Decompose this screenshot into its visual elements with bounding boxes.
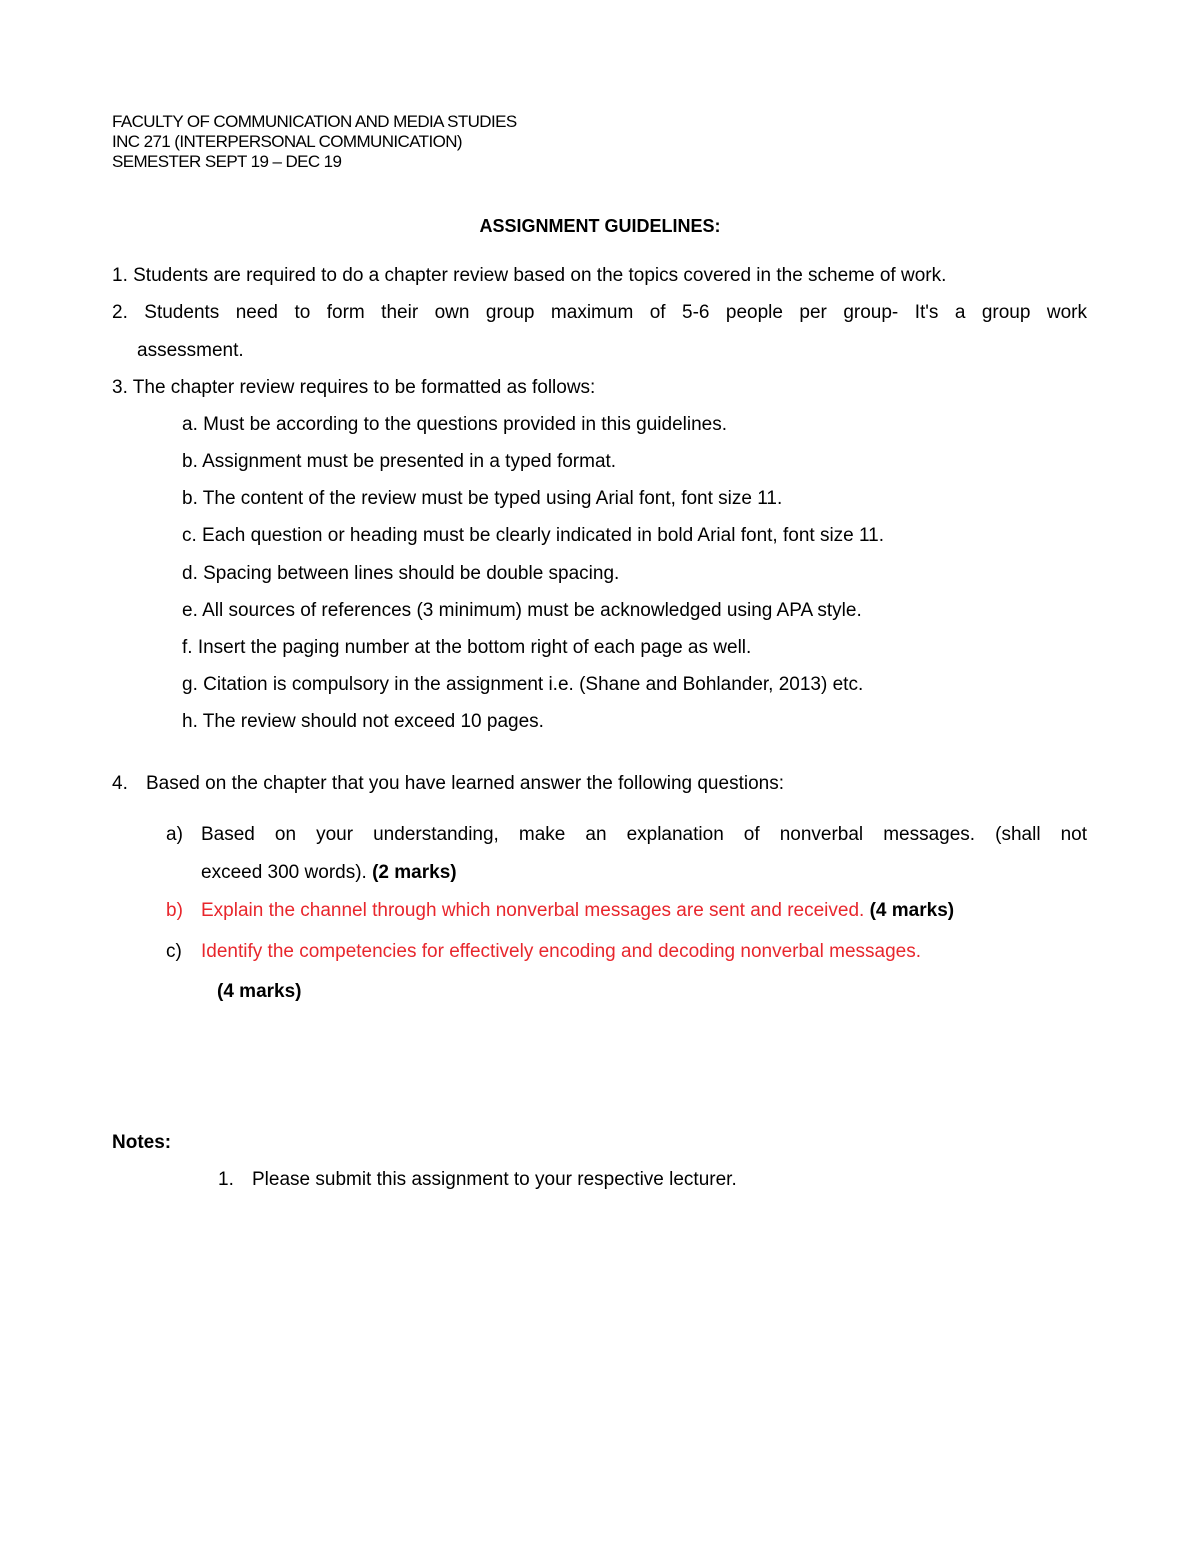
format-item-h: h. The review should not exceed 10 pages. [182,711,544,732]
format-item-g: g. Citation is compulsory in the assignment i.e. (Shane and Bohlander, 2013) etc. [182,674,864,695]
question-c-label: c) [166,941,182,962]
question-c-text: Identify the competencies for effectively encoding and decoding nonverbal messages. [201,941,921,962]
question-a-line-2-text: exceed 300 words). [201,862,367,883]
question-a-line-1: Based on your understanding, make an explanation of nonverbal messages. (shall not [201,824,1087,845]
question-b [201,899,954,923]
question-b-label: b) [166,900,183,921]
faculty-header: FACULTY OF COMMUNICATION AND MEDIA STUDIES [112,112,517,131]
question-b-marks: (4 marks) [869,900,955,921]
question-a [201,816,1087,854]
question-a-line-2 [201,861,457,885]
format-item-a: a. Must be according to the questions provided in this guidelines. [182,414,727,435]
notes-item-text: Please submit this assignment to your respective lecturer. [252,1169,737,1190]
guideline-item-3: 3. The chapter review requires to be formatted as follows: [112,377,596,398]
format-item-b2: b. The content of the review must be typed using Arial font, font size 11. [182,488,783,509]
notes-label: Notes: [112,1132,172,1153]
notes-item-number: 1. [218,1169,234,1190]
page-title: ASSIGNMENT GUIDELINES: [479,216,721,236]
question-b-text: Explain the channel through which nonverbal messages are sent and received. [201,900,865,921]
guideline-item-2 [112,294,1087,332]
semester-header: SEMESTER SEPT 19 – DEC 19 [112,152,342,171]
question-c-marks: (4 marks) [217,981,302,1002]
guideline-item-4-text: Based on the chapter that you have learned answer the following questions: [146,773,784,794]
format-item-b1: b. Assignment must be presented in a typed format. [182,451,617,472]
format-item-f: f. Insert the paging number at the bottom right of each page as well. [182,637,752,658]
guideline-item-1: 1. Students are required to do a chapter review based on the topics covered in the scheme of work. [112,265,947,286]
question-a-marks: (2 marks) [372,862,457,883]
format-item-c: c. Each question or heading must be clearly indicated in bold Arial font, font size 11. [182,525,885,546]
guideline-item-2-line-1: 2. Students need to form their own group maximum of 5-6 people per group- It's a group work [112,302,1087,323]
format-item-e: e. All sources of references (3 minimum) must be acknowledged using APA style. [182,600,862,621]
guideline-item-2-line-2: assessment. [137,340,244,361]
format-item-d: d. Spacing between lines should be double spacing. [182,563,620,584]
course-header: INC 271 (INTERPERSONAL COMMUNICATION) [112,132,462,151]
guideline-item-4-number: 4. [112,773,128,794]
question-a-label: a) [166,824,183,845]
